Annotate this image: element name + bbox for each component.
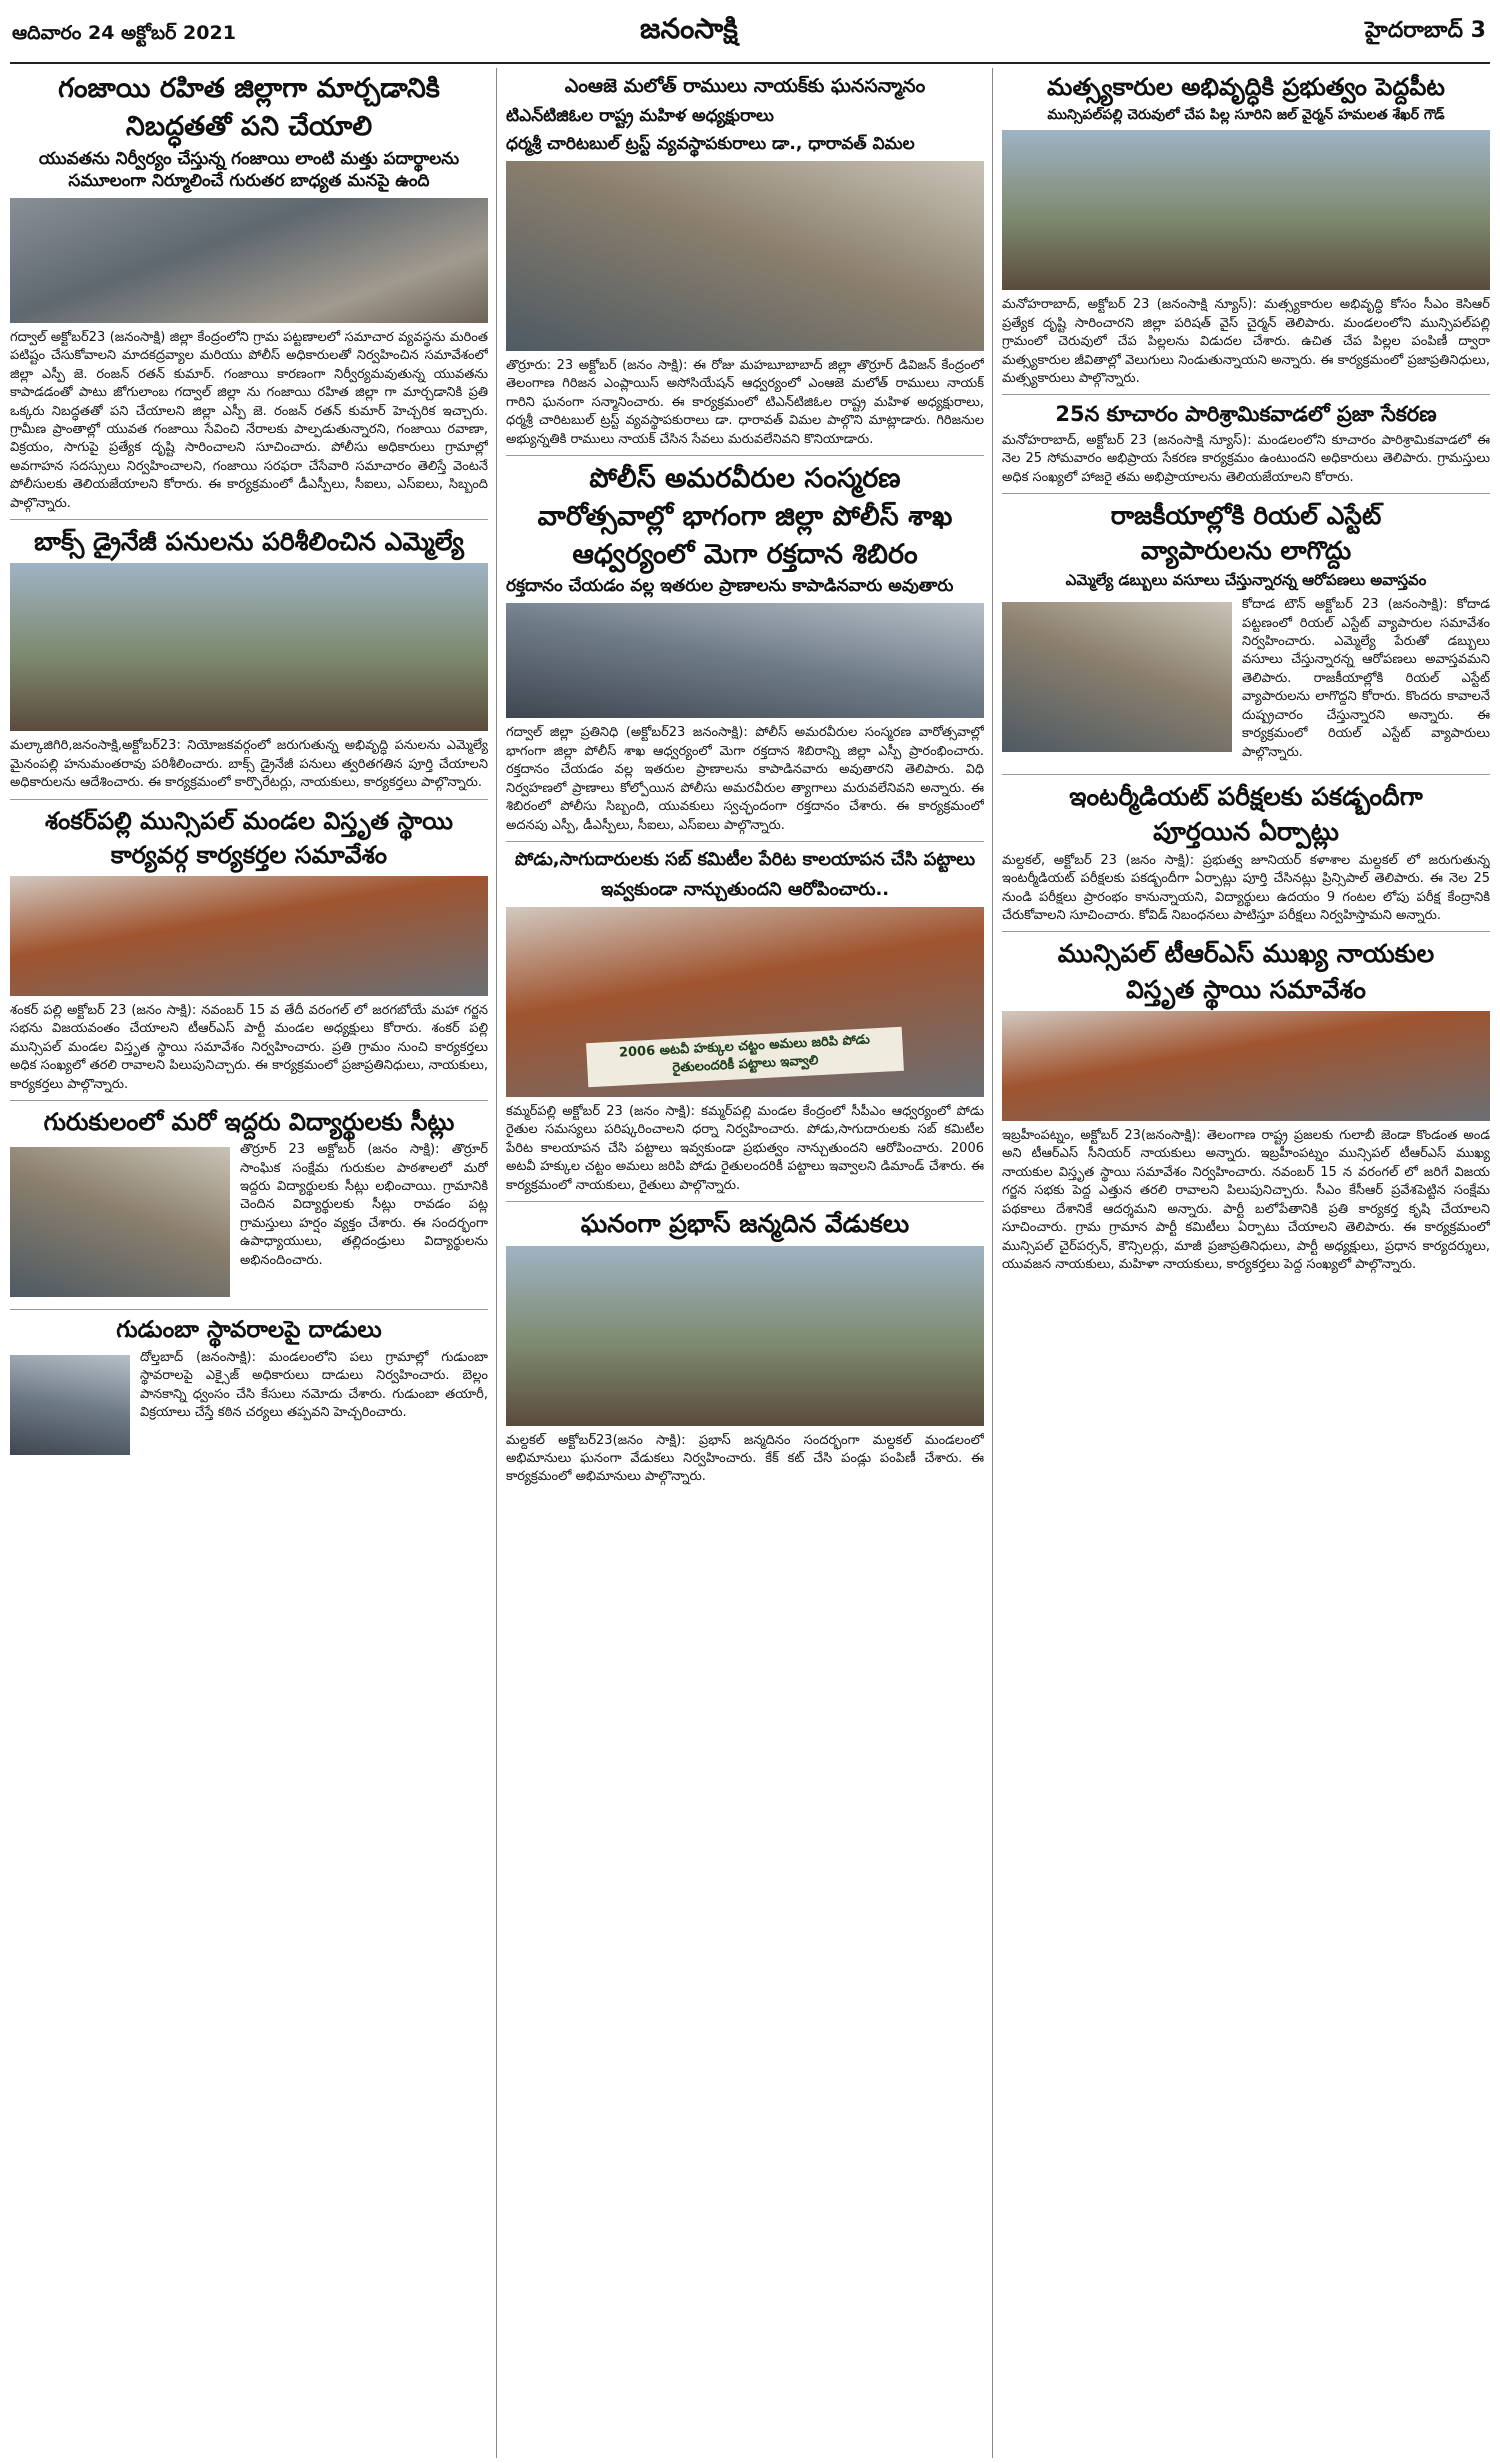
article-body-podu: కమ్మర్‌పల్లి అక్టోబర్ 23 (జనం సాక్షి): కమ్మర్‌పల్లి మండల కేంద్రంలో సీపీఎం ఆధ్వర్యంలో పోడు రైతుల సమస్యలు పరిష్కరించాలని ధర్నా నిర్వహించారు. పోడు,సాగుదారులకు సబ్ కమిటీల పేరిట కాలయాపన చేసి పట్టాలు ఇవ్వకుండా ప్రభుత్వం నాన్చుతుందని ఆరోపించారు. 2006 అటవీ హక్కుల చట్టం అమలు జరిపి పోడు రైతులందరికీ పట్టాలు ఇవ్వాలని డిమాండ్ చేశారు. ఈ కార్యక్రమంలో నాయకులు, రైతులు పాల్గొన్నారు. (506, 1103, 984, 1193)
article-separator (506, 455, 984, 456)
felicitation-line3: ధర్మశ్రీ చారిటబుల్ ట్రస్ట్ వ్యవస్థాపకురాలు డా., ధారావత్ విమల (506, 133, 915, 154)
article-separator (1002, 774, 1490, 775)
subheadline-blood-donation: రక్తదానం చేయడం వల్ల ఇతరుల ప్రాణాలను కాపాడినవారు అవుతారు (506, 576, 954, 597)
edition-page-number: హైదరాబాద్ 3 (1365, 18, 1486, 43)
article-body-shankarpally: శంకర్ పల్లి అక్టోబర్ 23 (జనం సాక్షి): నవంబర్ 15 వ తేదీ వరంగల్ లో జరగబోయే మహా గర్జన సభను విజయవంతం చేయాలని టీఆర్ఎస్ పార్టీ మండల అధ్యక్షులు కోరారు. శంకర్ పల్లి మున్సిపల్ మండల విస్తృత స్థాయి సమావేశం నిర్వహించారు. ప్రతి గ్రామం నుంచి కార్యకర్తలు అధిక సంఖ్యలో తరలి రావాలని పిలుపునిచ్చారు. ఈ కార్యక్రమంలో ప్రజాప్రతినిధులు, నాయకులు, కార్యకర్తలు పాల్గొన్నారు. (10, 1002, 488, 1092)
headline-inter-exams: ఇంటర్మీడియట్ పరీక్షలకు పకడ్బందీగా (1069, 782, 1423, 812)
photo-excise-raid (10, 1355, 130, 1455)
headline-ganja-free-line2: నిబద్ధతతో పని చేయాలి (125, 110, 373, 142)
real-estate-row (1002, 596, 1490, 768)
article-body-fishermen: మనోహరాబాద్, అక్టోబర్ 23 (జనంసాక్షి న్యూస్): మత్స్యకారుల అభివృద్ధి కోసం సీఎం కెసిఆర్ ప్రత్యేక దృష్టి సారించారని జిల్లా పరిషత్ వైస్ చైర్మన్ తెలిపారు. మండలంలోని మున్సిపల్‌పల్లి గ్రామంలో చెరువులో చేప పిల్లలను విడుదల చేశారు. ఉచిత చేప పిల్లల పంపిణీ ద్వారా మత్స్యకారుల జీవితాల్లో వెలుగులు నిండుతున్నాయని అన్నారు. ఈ కార్యక్రమంలో ప్రజాప్రతినిధులు, మత్స్యకారులు పాల్గొన్నారు. (1002, 297, 1490, 386)
article-body-felicitation: తొర్రూరు: 23 అక్టోబర్ (జనం సాక్షి): ఈ రోజు మహబూబాబాద్ జిల్లా తొర్రూర్ డివిజన్ కేంద్రంలో తెలంగాణ గిరిజన ఎంప్లాయిస్ అసోసియేషన్ ఆధ్వర్యంలో ఎంఆజె మలోత్ రాములు నాయక్ గారిని ఘనంగా సన్మానించారు. ఈ కార్యక్రమంలో టిఎన్‌టిజిఓల రాష్ట్ర మహిళ అధ్యక్షురాలు, ధర్మశ్రీ చారిటబుల్ ట్రస్ట్ వ్యవస్థాపకురాలు డా. ధారావత్ విమల పాల్గొని మాట్లాడారు. గిరిజనుల అభ్యున్నతికి రాములు నాయక్ చేసిన సేవలు మరువలేనివని కొనియాడారు. (506, 357, 984, 447)
article-separator (506, 841, 984, 842)
protest-banner: 2006 అటవీ హక్కుల చట్టం అమలు జరిపి పోడు రైతులందరికీ పట్టాలు ఇవ్వాలి (586, 1027, 904, 1087)
column-divider (992, 68, 993, 2458)
photo-trs-meeting (1002, 1011, 1490, 1121)
article-body-gudumba: దోల్తబాద్ (జనంసాక్షి): మండలంలోని పలు గ్రామాల్లో గుడుంబా స్థావరాలపై ఎక్సైజ్ అధికారులు దాడులు నిర్వహించారు. బెల్లం పానకాన్ని ధ్వంసం చేసి కేసులు నమోదు చేశారు. గుడుంబా తయారీ, విక్రయాలు చేస్తే కఠిన చర్యలు తప్పవని హెచ్చరించారు. (140, 1349, 488, 1421)
headline-box-drainage: బాక్స్ డ్రైనేజీ పనులను పరిశీలించిన ఎమ్మెల్యే (34, 527, 464, 557)
subheadline-fishermen: మున్సిపల్‌పల్లి చెరువులో చేప పిల్ల సూరిని జల్ వైర్మన్ హమలత శేఖర్ గౌడ్ (1047, 107, 1445, 123)
article-body-municipal-trs: ఇబ్రహీంపట్నం, అక్టోబర్ 23(జనంసాక్షి): తెలంగాణ రాష్ట్ర ప్రజలకు గులాబీ జెండా కొండంత అండ అని టీఆర్ఎస్ సీనియర్ నాయకులు అన్నారు. ఇబ్రహీంపట్నం మున్సిపల్ టీఆర్ఎస్ ముఖ్య నాయకుల విస్తృత స్థాయి సమావేశం నిర్వహించారు. నవంబర్ 15 న వరంగల్ లో జరిగే విజయ గర్జన సభకు పెద్ద ఎత్తున తరలి రావాలని పిలుపునిచ్చారు. సీఎం కేసీఆర్ ప్రవేశపెట్టిన సంక్షేమ పథకాలు దేశానికే ఆదర్శమని అన్నారు. పార్టీ బలోపేతానికి ప్రతి కార్యకర్త కృషి చేయాలని సూచించారు. గ్రామ గ్రామాన పార్టీ కమిటీలు ఏర్పాటు చేయాలని తెలిపారు. ఈ కార్యక్రమంలో మున్సిపల్ చైర్‌పర్సన్, కౌన్సిలర్లు, మాజీ ప్రజాప్రతినిధులు, పార్టీ అధ్యక్షులు, ప్రధాన కార్యదర్శులు, యువజన నాయకులు, మహిళా నాయకులు, కార్యకర్తలు పెద్ద సంఖ్యలో పాల్గొన్నారు. (1002, 1127, 1490, 1273)
photo-real-estate-meeting (1002, 602, 1232, 752)
article-separator (506, 1201, 984, 1202)
headline-gudumba: గుడుంబా స్థావరాలపై దాడులు (116, 1317, 382, 1344)
subheadline-ganja: యువతను నిర్వీర్యం చేస్తున్న గంజాయి లాంటి మత్తు పదార్థాలను సమూలంగా నిర్మూలించే గురుతర బాధ్యత మనపై ఉంది (38, 148, 460, 191)
article-body-prabhas: మల్దకల్ అక్టోబర్23(జనం సాక్షి): ప్రభాస్ జన్మదినం సందర్భంగా మల్దకల్ మండలంలో అభిమానులు ఘనంగా వేడుకలు నిర్వహించారు. కేక్ కట్ చేసి పండ్లు పంపిణీ చేశారు. ఈ కార్యక్రమంలో అభిమానులు పాల్గొన్నారు. (506, 1432, 984, 1485)
photo-birthday-celebration (506, 1246, 984, 1426)
headline-inter-exams-line2: పూర్తయిన ఏర్పాట్లు (1153, 817, 1339, 847)
headline-real-estate-line2: వ్యాపారులను లాగొద్దు (1140, 536, 1352, 566)
headline-ganja-free: గంజాయి రహిత జిల్లాగా మార్చడానికి (58, 73, 440, 104)
headline-shankarpally-line2: కార్యవర్గ కార్యకర్తల సమావేశం (110, 840, 388, 869)
issue-date: ఆదివారం 24 అక్టోబర్ 2021 (12, 22, 236, 44)
headline-police-martyrs-line3: ఆధ్వర్యంలో మెగా రక్తదాన శిబిరం (572, 538, 918, 570)
headline-felicitation: ఎంఆజె మలోత్ రాములు నాయక్‌కు ఘనసన్మానం (564, 75, 926, 97)
headline-municipal-trs: మున్సిపల్ టీఆర్ఎస్ ముఖ్య నాయకుల (1057, 939, 1435, 969)
headline-police-martyrs-line2: వారోత్సవాల్లో భాగంగా జిల్లా పోలీస్ శాఖ (537, 500, 953, 532)
photo-blood-donation (506, 603, 984, 718)
article-body-kucharam: మనోహరాబాద్, అక్టోబర్ 23 (జనంసాక్షి న్యూస్): మండలంలోని కూచారం పారిశ్రామికవాడలో ఈ నెల 25 సోమవారం అభిప్రాయ సేకరణ కార్యక్రమం ఉంటుందని అధికారులు తెలిపారు. గ్రామస్తులు అధిక సంఖ్యలో హాజరై తమ అభిప్రాయాలను తెలియజేయాలని కోరారు. (1002, 432, 1490, 485)
masthead (10, 4, 1490, 64)
article-separator (10, 1100, 488, 1101)
column-1 (10, 68, 488, 2458)
article-separator (10, 519, 488, 520)
column-divider (496, 68, 497, 2458)
headline-gurukulam: గురుకులంలో మరో ఇద్దరు విద్యార్థులకు సీట్లు (43, 1108, 455, 1137)
article-body-ganja: గద్వాల్ అక్టోబర్23 (జనంసాక్షి) జిల్లా కేంద్రంలోని గ్రామ పట్టణాలలో సమాచార వ్యవస్థను మరింత పటిష్టం చేసుకోవాలని మాదకద్రవ్యాల మరియు పోలీస్ అధికారులతో నిర్వహించిన సమావేశంలో జిల్లా ఎస్పీ జె. రంజన్ రతన్ కుమార్. గంజాయి కారణంగా నిర్వీర్యమవుతున్న యువతను కాపాడడంతో పాటు జోగులాంబ గద్వాల్ జిల్లా ను గంజాయి రహిత జిల్లా గా మార్చడానికి ప్రతి ఒక్కరు నిబద్ధతతో పని చేయాలని జిల్లా ఎస్పీ జె. రంజన్ రతన్ కుమార్ హెచ్చరిక ఇచ్చారు. గ్రామీణ ప్రాంతాల్లో యువత గంజాయి సేవించి నేరాలకు పాల్పడుతున్నారని, గంజాయి రవాణా, విక్రయం, సాగుపై ప్రత్యేక దృష్టి సారించాలని సూచించారు. పోలీసు అధికారులు గ్రామాల్లో అవగాహన సదస్సులు నిర్వహించాలని, గంజాయి సరఫరా చేసేవారి సమాచారం తెలిస్తే వెంటనే పోలీసులకు తెలియజేయాలని కోరారు. ఈ కార్యక్రమంలో డీఎస్పీలు, సీఐలు, ఎస్ఐలు, సిబ్బంది పాల్గొన్నారు. (10, 329, 488, 511)
gurukulam-row (10, 1141, 488, 1303)
article-body-drainage: మల్కాజిగిరి,జనంసాక్షి,అక్టోబర్23: నియోజకవర్గంలో జరుగుతున్న అభివృద్ధి పనులను ఎమ్మెల్యే మైనంపల్లి హనుమంతరావు పరిశీలించారు. బాక్స్ డ్రైనేజీ పనులు త్వరితగతిన పూర్తి చేయాలని అధికారులను ఆదేశించారు. ఈ కార్యక్రమంలో కార్పొరేటర్లు, నాయకులు, కార్యకర్తలు పాల్గొన్నారు. (10, 738, 488, 791)
photo-felicitation (506, 161, 984, 351)
article-body-inter-exams: మల్దకల్, అక్టోబర్ 23 (జనం సాక్షి): ప్రభుత్వ జూనియర్ కళాశాల మల్దకల్ లో జరుగుతున్న ఇంటర్మీడియట్ పరీక్షలకు పకడ్బందీగా ఏర్పాట్లు పూర్తి చేసినట్లు ప్రిన్సిపాల్ తెలిపారు. ఈ నెల 25 నుండి పరీక్షలు ప్రారంభం కానున్నాయని, విద్యార్థులు ఉదయం 9 గంటల లోపు పరీక్ష కేంద్రానికి చేరుకోవాలని సూచించారు. కోవిడ్ నిబంధనలు పాటిస్తూ పరీక్షలు నిర్వహిస్తామని అన్నారు. (1002, 852, 1490, 923)
headline-kucharam: 25న కూచారం పారిశ్రామికవాడలో ప్రజా సేకరణ (1055, 402, 1437, 427)
article-body-gurukulam: తొర్రూర్ 23 అక్టోబర్ (జనం సాక్షి): తొర్రూర్ సాంఘిక సంక్షేమ గురుకుల పాఠశాలలో మరో ఇద్దరు విద్యార్థులకు సీట్లు లభించాయి. గ్రామానికి చెందిన విద్యార్థులకు సీట్లు రావడం పట్ల గ్రామస్తులు హర్షం వ్యక్తం చేశారు. ఈ సందర్భంగా ఉపాధ్యాయులు, తల్లిదండ్రులు విద్యార్థులను అభినందించారు. (240, 1142, 488, 1268)
photo-students (10, 1147, 230, 1297)
column-3 (1002, 68, 1490, 2458)
column-2 (506, 68, 984, 2458)
headline-police-martyrs: పోలీస్ అమరవీరుల సంస్మరణ (589, 463, 901, 495)
photo-fish-release (1002, 130, 1490, 290)
headline-podu-farmers: పోడు,సాగుదారులకు సబ్ కమిటీల పేరిట కాలయాపన చేసి పట్టాలు (514, 849, 976, 871)
article-separator (10, 1309, 488, 1310)
article-separator (1002, 493, 1490, 494)
headline-fishermen: మత్స్యకారుల అభివృద్ధికి ప్రభుత్వం పెద్దపీట (1047, 73, 1445, 101)
headline-real-estate: రాజకీయాల్లోకి రియల్ ఎస్టేట్ (1110, 501, 1382, 531)
photo-mla-inspection (10, 563, 488, 731)
photo-police-meeting (10, 198, 488, 323)
gudumba-row (10, 1349, 488, 1461)
headline-prabhas-birthday: ఘనంగా ప్రభాస్ జన్మదిన వేడుకలు (580, 1209, 910, 1239)
headline-shankarpally: శంకర్‌పల్లి మున్సిపల్ మండల విస్తృత స్థాయి (44, 806, 453, 835)
felicitation-line2: టిఎన్‌టిజిఓల రాష్ట్ర మహిళ అధ్యక్షురాలు (506, 105, 774, 126)
article-separator (1002, 931, 1490, 932)
paper-logo: జనంసాక్షి (640, 12, 738, 45)
article-body-blood-donation: గద్వాల్ జిల్లా ప్రతినిధి (అక్టోబర్23 జనంసాక్షి): పోలీస్ అమరవీరుల సంస్మరణ వారోత్సవాల్లో భాగంగా జిల్లా పోలీస్ శాఖ ఆధ్వర్యంలో మెగా రక్తదాన శిబిరాన్ని జిల్లా ఎస్పీ ప్రారంభించారు. రక్తదానం చేయడం వల్ల ఇతరుల ప్రాణాలను కాపాడినవారు అవుతారని తెలిపారు. విధి నిర్వహణలో ప్రాణాలు కోల్పోయిన పోలీసు అమరవీరుల త్యాగాలు మరువలేనివని అన్నారు. ఈ శిబిరంలో పోలీసు సిబ్బంది, యువకులు స్వచ్ఛందంగా రక్తదానం చేశారు. ఈ కార్యక్రమంలో అదనపు ఎస్పీ, డీఎస్పీలు, సీఐలు, ఎస్ఐలు పాల్గొన్నారు. (506, 725, 984, 833)
headline-municipal-trs-line2: విస్తృత స్థాయి సమావేశం (1126, 974, 1366, 1004)
photo-podu-protest (506, 907, 984, 1097)
article-body-real-estate: కోదాడ టౌన్ అక్టోబర్ 23 (జనంసాక్షి): కోదాడ పట్టణంలో రియల్ ఎస్టేట్ వ్యాపారుల సమావేశం నిర్వహించారు. ఎమ్మెల్యే పేరుతో డబ్బులు వసూలు చేస్తున్నారన్న ఆరోపణలు అవాస్తవమని తెలిపారు. రాజకీయాల్లోకి రియల్ ఎస్టేట్ వ్యాపారులను లాగొద్దని కోరారు. కొందరు కావాలనే దుష్ప్రచారం చేస్తున్నారని అన్నారు. ఈ కార్యక్రమంలో రియల్ ఎస్టేట్ వ్యాపారులు పాల్గొన్నారు. (1242, 597, 1490, 760)
subheadline-real-estate: ఎమ్మెల్యే డబ్బులు వసూలు చేస్తున్నారన్న ఆరోపణలు అవాస్తవం (1065, 570, 1427, 589)
article-separator (1002, 394, 1490, 395)
photo-party-meeting (10, 876, 488, 996)
headline-podu-farmers-line2: ఇవ్వకుండా నాన్చుతుందని ఆరోపించారు.. (600, 878, 890, 900)
article-separator (10, 799, 488, 800)
